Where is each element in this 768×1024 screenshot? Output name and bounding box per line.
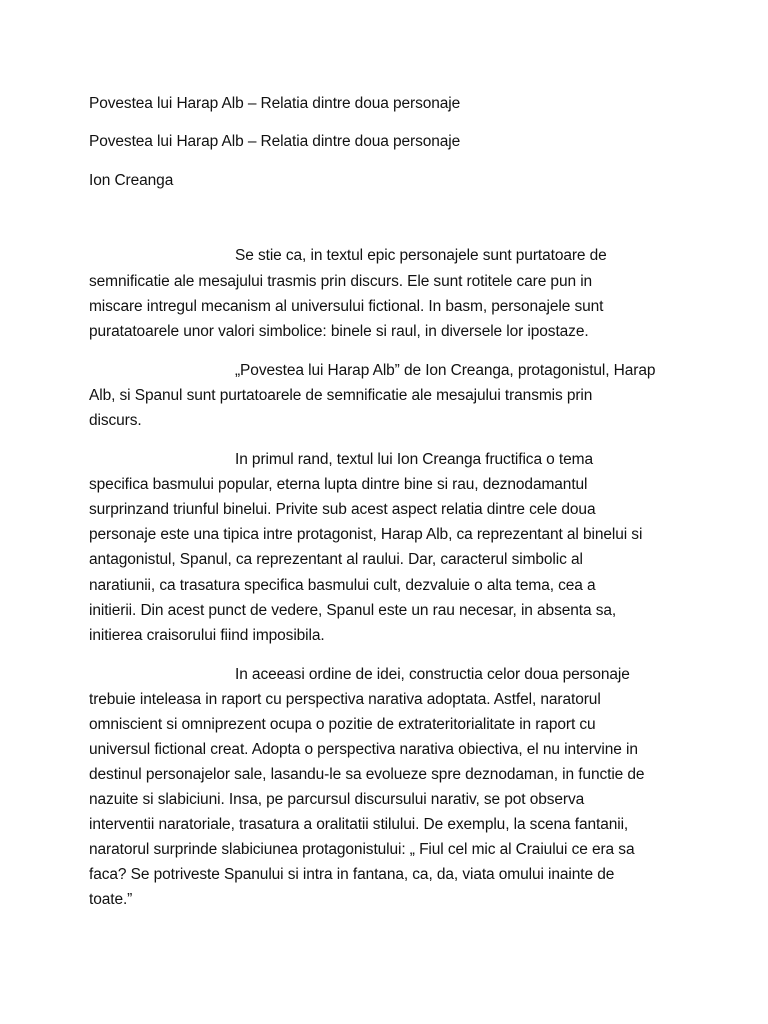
paragraph-line: personaje este una tipica intre protagonist, Harap Alb, ca reprezentant al binelui si <box>89 526 643 543</box>
paragraph-line: toate.” <box>89 891 133 908</box>
paragraph-line: In aceeasi ordine de idei, constructia celor doua personaje <box>235 666 630 683</box>
paragraph-line: miscare intregul mecanism al universului fictional. In basm, personajele sunt <box>89 298 604 315</box>
paragraph-line: trebuie inteleasa in raport cu perspectiva narativa adoptata. Astfel, naratorul <box>89 691 601 708</box>
document-title-repeat: Povestea lui Harap Alb – Relatia dintre doua personaje <box>89 133 461 150</box>
paragraph-line: semnificatie ale mesajului trasmis prin discurs. Ele sunt rotitele care pun in <box>89 273 593 290</box>
document-author: Ion Creanga <box>89 172 174 189</box>
paragraph-line: destinul personajelor sale, lasandu-le sa evolueze spre deznodaman, in functie de <box>89 766 645 783</box>
paragraph-line: Se stie ca, in textul epic personajele sunt purtatoare de <box>235 247 607 264</box>
paragraph-line: faca? Se potriveste Spanului si intra in fantana, ca, da, viata omului inainte de <box>89 866 615 883</box>
paragraph-line: initierea craisorului fiind imposibila. <box>89 627 325 644</box>
paragraph-line: nazuite si slabiciuni. Insa, pe parcursul discursului narativ, se pot observa <box>89 791 585 808</box>
paragraph-line: interventii naratoriale, trasatura a oralitatii stilului. De exemplu, la scena fantanii, <box>89 816 629 833</box>
paragraph-line: puratatoarele unor valori simbolice: binele si raul, in diversele lor ipostaze. <box>89 323 589 340</box>
paragraph-line: Alb, si Spanul sunt purtatoarele de semnificatie ale mesajului transmis prin <box>89 387 593 404</box>
paragraph-line: omniscient si omniprezent ocupa o pozitie de extrateritorialitate in raport cu <box>89 716 596 733</box>
paragraph-line: In primul rand, textul lui Ion Creanga fructifica o tema <box>235 451 593 468</box>
paragraph-line: universul fictional creat. Adopta o perspectiva narativa obiectiva, el nu intervine in <box>89 741 638 758</box>
paragraph-line: „Povestea lui Harap Alb” de Ion Creanga, protagonistul, Harap <box>235 362 656 379</box>
paragraph-line: initierii. Din acest punct de vedere, Spanul este un rau necesar, in absenta sa, <box>89 602 617 619</box>
paragraph-line: discurs. <box>89 412 142 429</box>
paragraph-line: surprinzand triunful binelui. Privite sub acest aspect relatia dintre cele doua <box>89 501 596 518</box>
paragraph-line: specifica basmului popular, eterna lupta dintre bine si rau, deznodamantul <box>89 476 588 493</box>
paragraph-line: naratorul surprinde slabiciunea protagonistului: „ Fiul cel mic al Craiului ce era sa <box>89 841 635 858</box>
document-title: Povestea lui Harap Alb – Relatia dintre doua personaje <box>89 95 461 112</box>
paragraph-line: naratiunii, ca trasatura specifica basmului cult, dezvaluie o alta tema, cea a <box>89 577 596 594</box>
paragraph-line: antagonistul, Spanul, ca reprezentant al raului. Dar, caracterul simbolic al <box>89 551 583 568</box>
